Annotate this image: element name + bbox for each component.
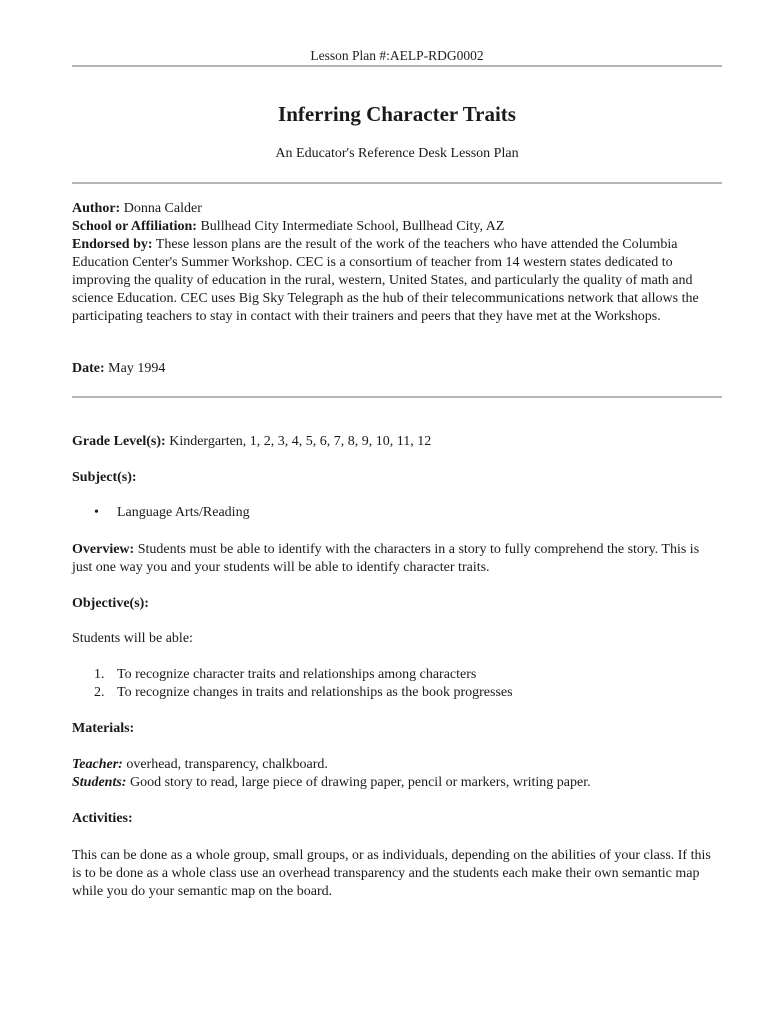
- grade-label: Grade Level(s):: [72, 434, 166, 449]
- activities-heading: Activities:: [72, 811, 133, 826]
- subjects-heading: Subject(s):: [72, 470, 137, 485]
- overview-paragraph: [72, 541, 722, 577]
- author-value: Donna Calder: [120, 201, 202, 216]
- endorsed-paragraph: [72, 236, 722, 326]
- materials-heading: Materials:: [72, 721, 135, 736]
- date-line: [72, 360, 722, 378]
- author-label: Author:: [72, 201, 121, 216]
- objective-item: To recognize changes in traits and relationships as the book progresses: [117, 685, 513, 700]
- endorsed-label: Endorsed by:: [72, 237, 153, 252]
- subject-item: Language Arts/Reading: [117, 505, 250, 520]
- teacher-value: overhead, transparency, chalkboard.: [122, 757, 328, 772]
- lesson-plan-id: Lesson Plan #:AELP-RDG0002: [310, 48, 484, 63]
- students-value: Good story to read, large piece of drawing paper, pencil or markers, writing paper.: [126, 775, 591, 790]
- objectives-heading: Objective(s):: [72, 596, 149, 611]
- students-label: Students:: [72, 775, 127, 790]
- meta-divider: [72, 396, 722, 398]
- page-title: Inferring Character Traits: [278, 102, 516, 126]
- title-divider: [72, 182, 722, 184]
- list-number: 2.: [94, 685, 105, 700]
- date-label: Date:: [72, 361, 105, 376]
- overview-value: Students must be able to identify with the characters in a story to fully comprehend the story. This is just one way you and your students will be able to identify character traits.: [72, 542, 700, 575]
- endorsed-value: These lesson plans are the result of the work of the teachers who have attended the Columbia Education Center's Summer Workshop. CEC is a consortium of teacher from 14 western states dedicated to improving the quality of education in the rural, western, United States, and particularly the quality of math and science Education. CEC uses Big Sky Telegraph as the hub of their telecommunications network that allows the participating teachers to stay in contact with their trainers and peers that they have met at the Workshops.: [72, 237, 699, 324]
- overview-label: Overview:: [72, 542, 135, 557]
- bullet-icon: •: [94, 505, 99, 520]
- school-value: Bullhead City Intermediate School, Bullhead City, AZ: [196, 219, 505, 234]
- date-value: May 1994: [104, 361, 166, 376]
- students-materials-line: [72, 774, 722, 792]
- author-line: [72, 200, 722, 218]
- objectives-intro: Students will be able:: [72, 631, 193, 646]
- school-label: School or Affiliation:: [72, 219, 197, 234]
- activities-paragraph: This can be done as a whole group, small groups, or as individuals, depending on the abilities of your class. If this is to be done as a whole class use an overhead transparency and the students each make their own semantic map while you do your semantic map on the board.: [72, 848, 711, 899]
- teacher-materials-line: [72, 756, 722, 774]
- header-divider: [72, 65, 722, 67]
- grade-line: [72, 433, 722, 451]
- page-subtitle: An Educator's Reference Desk Lesson Plan: [275, 146, 519, 161]
- list-number: 1.: [94, 667, 105, 682]
- objective-item: To recognize character traits and relationships among characters: [117, 667, 477, 682]
- grade-value: Kindergarten, 1, 2, 3, 4, 5, 6, 7, 8, 9, 10, 11, 12: [165, 434, 432, 449]
- school-line: [72, 218, 722, 236]
- teacher-label: Teacher:: [72, 757, 123, 772]
